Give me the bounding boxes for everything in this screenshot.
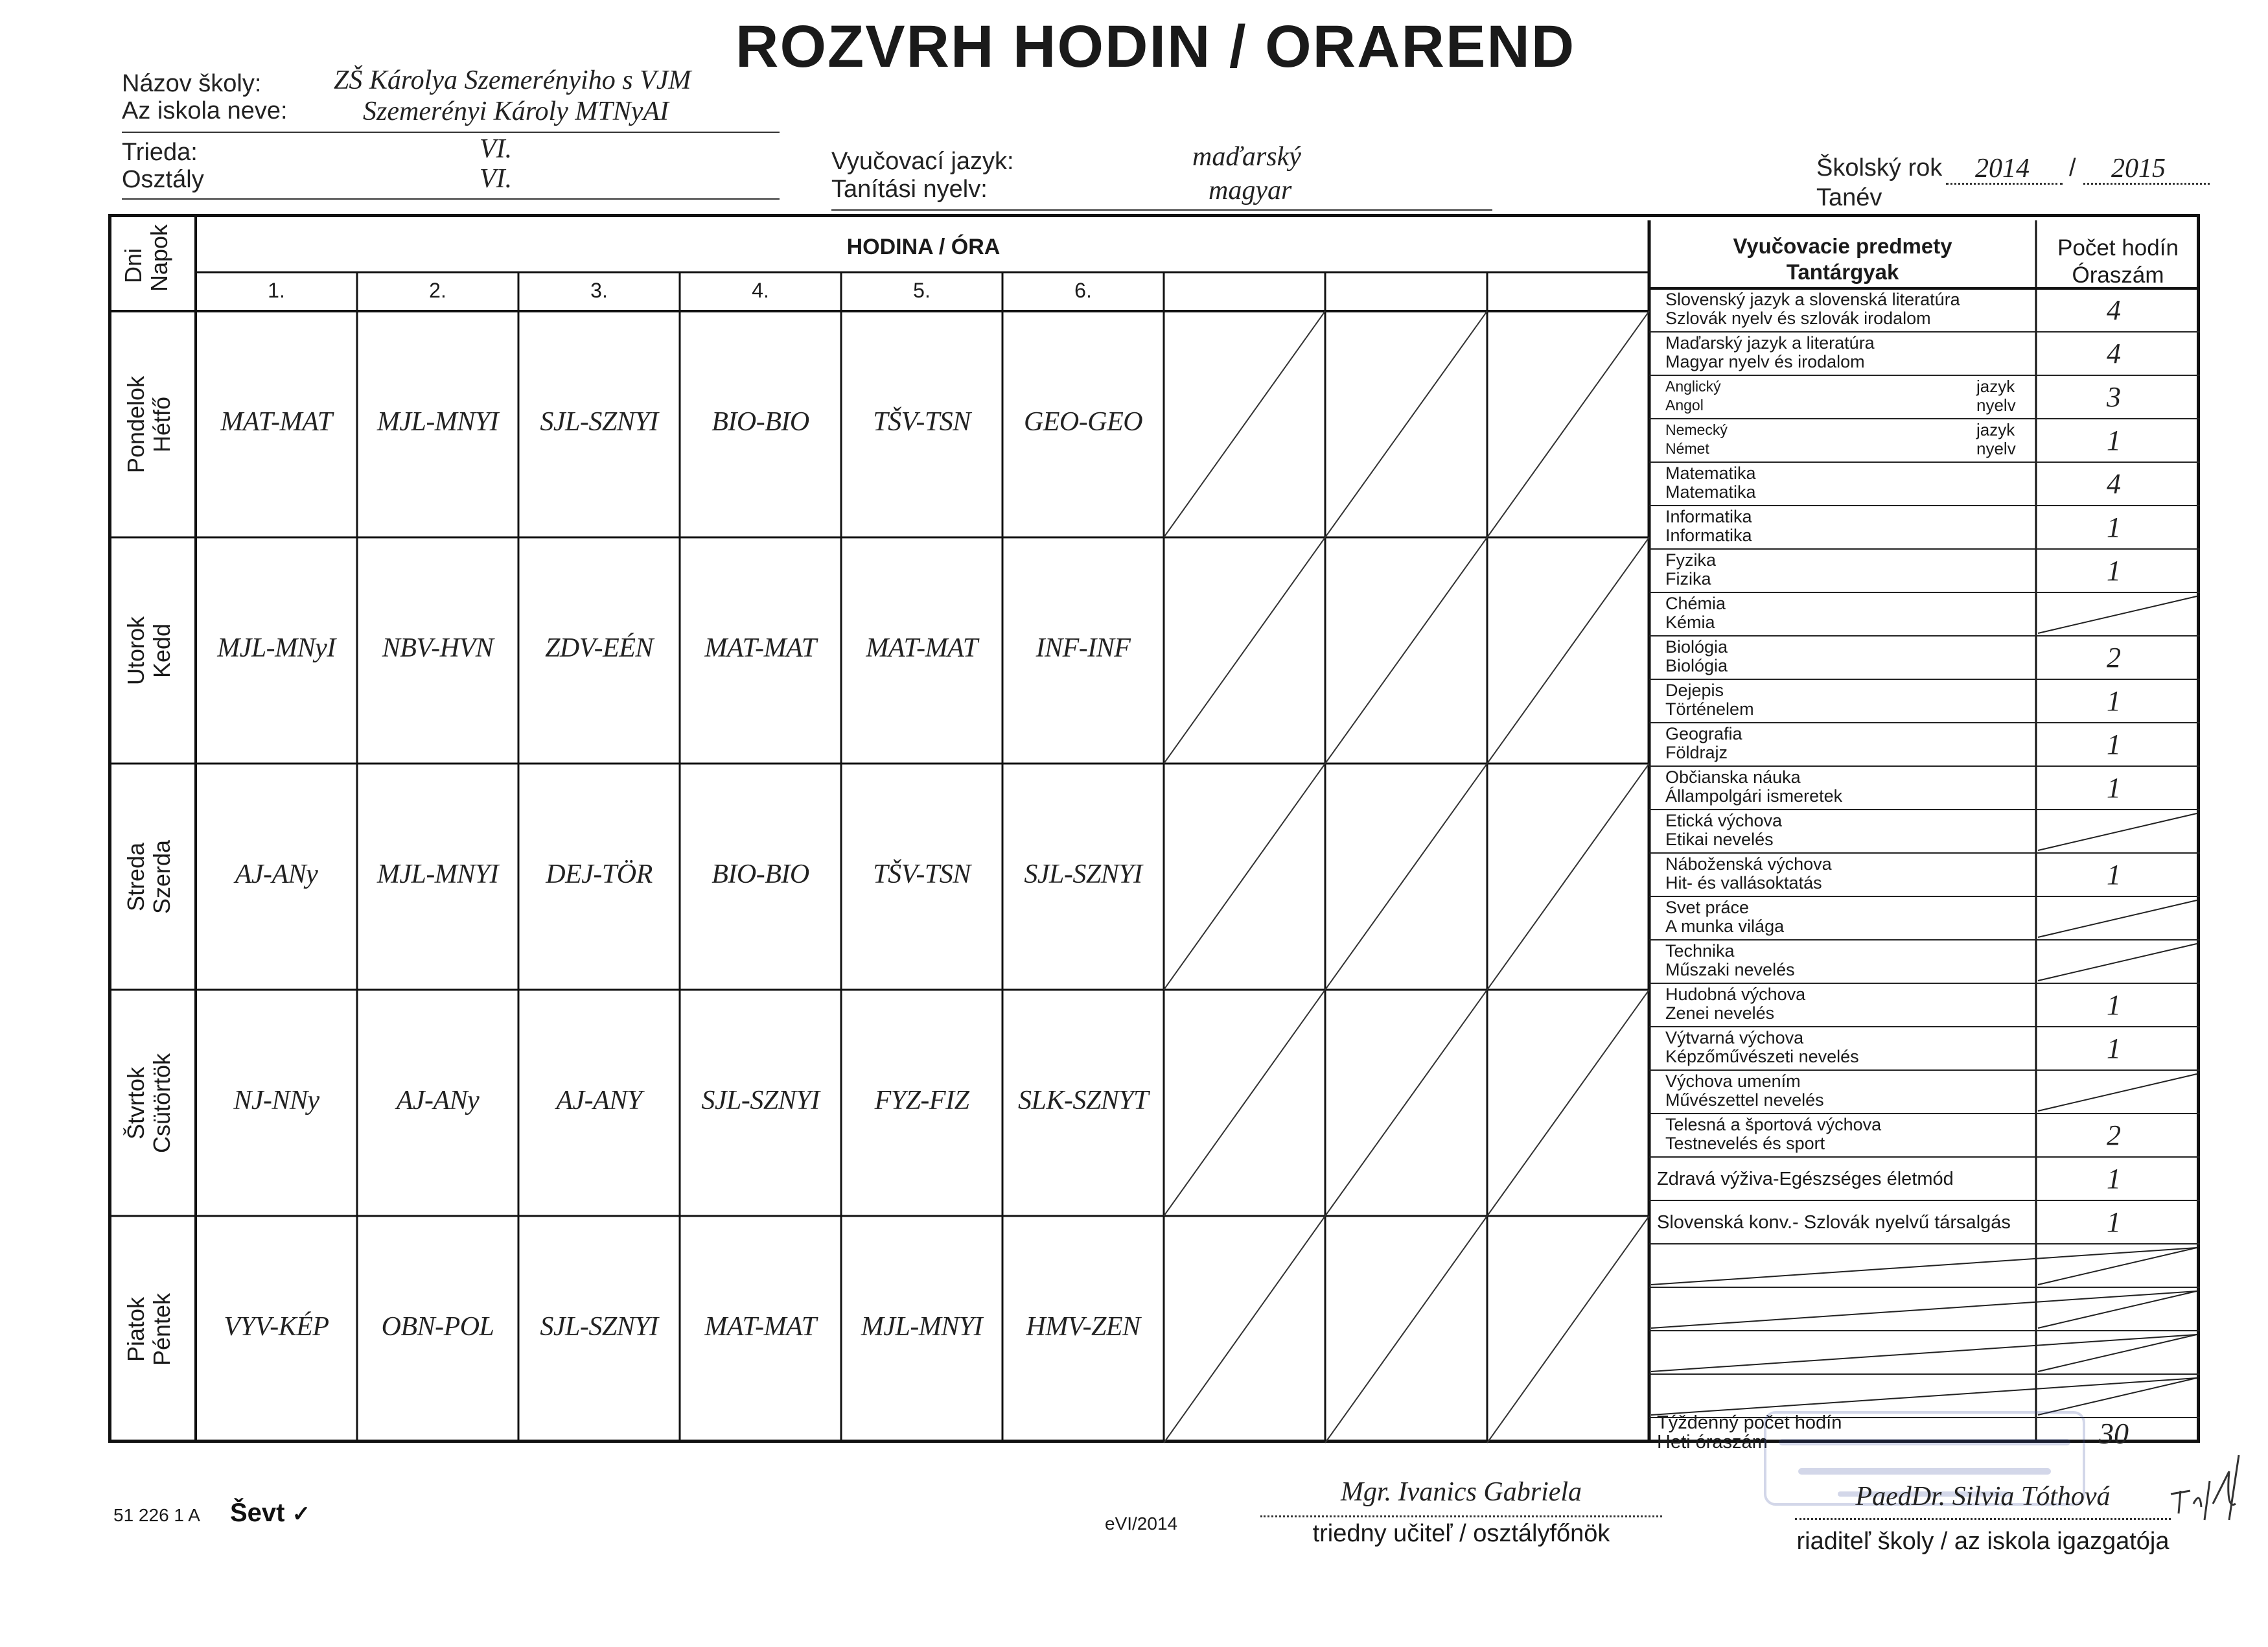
period-number: 4. — [752, 279, 769, 302]
empty-hours-strike — [2038, 944, 2197, 981]
subject-name-sk: Chémia — [1665, 594, 1726, 613]
lang-value-hu: magyar — [1209, 176, 1292, 205]
subject-name — [1665, 1116, 2028, 1153]
year-to: 2015 — [2111, 154, 2166, 183]
subjects-header-sk: Vyučovacie predmety — [1733, 234, 1952, 258]
subject-hours: 1 — [2107, 989, 2121, 1021]
subject-name-hu: Testnevelés és sport — [1665, 1134, 1825, 1153]
lesson-cell[interactable]: MJL-MNyI — [217, 633, 336, 663]
period-number: 3. — [590, 279, 608, 302]
lesson-cell[interactable]: AJ-ANy — [396, 1085, 480, 1116]
page-title: ROZVRH HODIN / ORAREND — [735, 14, 1576, 80]
lesson-cell[interactable]: GEO-GEO — [1023, 406, 1143, 437]
subject-lang-suffix — [1976, 421, 2016, 458]
lesson-cell[interactable]: TŠV-TSN — [873, 859, 971, 889]
lesson-cell[interactable]: TŠV-TSN — [873, 406, 971, 437]
publisher-leaf-icon: ✓ — [292, 1502, 311, 1526]
lesson-cell[interactable]: MAT-MAT — [704, 1311, 816, 1342]
subject-hours: 4 — [2107, 338, 2121, 369]
subject-name-hu: Hit- és vallásoktatás — [1665, 873, 1822, 893]
subject-name — [1665, 464, 2028, 502]
day-label-hu: Péntek — [148, 1292, 175, 1366]
school-value-sk: ZŠ Károlya Szemerényiho s VJM — [334, 65, 691, 95]
hours-header: HODINA / ÓRA — [846, 235, 1001, 259]
subject-hours: 1 — [2107, 772, 2121, 804]
lesson-cell[interactable]: MJL-MNYI — [376, 859, 499, 889]
subject-hours: 1 — [2107, 1033, 2121, 1064]
subject-name-sk: Slovenský jazyk a slovenská literatúra — [1665, 290, 1960, 309]
day-label-hu: Kedd — [148, 623, 175, 678]
subject-name-hu: A munka világa — [1665, 917, 1785, 936]
empty-hours-strike — [2038, 813, 2197, 850]
subject-lang-suffix-hu: nyelv — [1976, 439, 2016, 458]
publisher-logo — [230, 1499, 310, 1528]
subject-name — [1665, 1072, 2028, 1110]
school-label-sk: Názov školy: — [122, 70, 262, 97]
subject-name-sk: Technika — [1665, 941, 1735, 961]
subject-name-hu: Történelem — [1665, 699, 1754, 719]
year-from: 2014 — [1975, 154, 2030, 183]
subject-name-sk: Náboženská výchova — [1665, 854, 1832, 874]
subject-name-sk: Biológia — [1665, 637, 1728, 657]
subject-name — [1665, 725, 2028, 762]
publisher-name: Ševt — [230, 1499, 285, 1527]
subject-name-sk: Výtvarná výchova — [1665, 1028, 1804, 1047]
subject-name-sk: Telesná a športová výchova — [1665, 1115, 1882, 1134]
lesson-cell[interactable]: NBV-HVN — [382, 633, 494, 663]
period-number: 6. — [1074, 279, 1092, 302]
subject-name-hu: Matematika — [1665, 482, 1756, 502]
lesson-cell[interactable]: NJ-NNy — [233, 1085, 319, 1116]
subject-name-hu: Művészettel nevelés — [1665, 1090, 1824, 1110]
subject-name — [1665, 377, 2028, 415]
subject-name — [1665, 508, 2028, 545]
subject-name-sk: Svet práce — [1665, 898, 1750, 917]
subject-name — [1665, 638, 2028, 675]
day-label-hu: Hétfő — [148, 396, 175, 452]
subject-name-sk: Výchova umením — [1665, 1071, 1801, 1091]
lesson-cell[interactable]: MJL-MNYI — [861, 1311, 983, 1342]
subject-name: Slovenská konv.- Szlovák nyelvű társalgás — [1657, 1212, 2011, 1233]
period-number: 2. — [429, 279, 446, 302]
lesson-cell[interactable]: SJL-SZNYI — [540, 406, 658, 437]
lesson-cell[interactable]: DEJ-TÖR — [546, 859, 653, 889]
subject-lang-suffix-sk: jazyk — [1976, 377, 2015, 396]
subject-hours: 1 — [2107, 511, 2121, 543]
subject-name-sk: Dejepis — [1665, 681, 1724, 700]
lesson-cell[interactable]: MAT-MAT — [704, 633, 816, 663]
days-header-hu: Napok — [146, 224, 172, 292]
subject-name-sk: Občianska náuka — [1665, 767, 1801, 787]
director-role: riaditeľ školy / az iskola igazgatója — [1796, 1528, 2170, 1555]
days-header-sk: Dni — [120, 248, 146, 284]
day-label-sk: Štvrtok — [122, 1066, 149, 1139]
day-label — [123, 314, 181, 535]
lang-label-hu: Tanítási nyelv: — [831, 176, 988, 203]
day-label-sk: Streda — [122, 842, 149, 911]
subject-hours-header-sk: Počet hodín — [2057, 235, 2179, 261]
empty-hours-strike — [2038, 1074, 2197, 1111]
subject-name-hu: Szlovák nyelv és szlovák irodalom — [1665, 309, 1931, 328]
director-dots — [1795, 1518, 2171, 1520]
day-label — [123, 993, 181, 1213]
subject-name-sk: Nemecký — [1665, 421, 1728, 438]
subject-hours: 1 — [2107, 555, 2121, 587]
subject-name — [1665, 681, 2028, 719]
day-label — [123, 1219, 181, 1440]
subject-name — [1665, 855, 2028, 893]
subject-name-hu: Etikai nevelés — [1665, 830, 1774, 849]
subject-name — [1665, 768, 2028, 806]
school-value-hu: Szemerényi Károly MTNyAI — [363, 97, 669, 126]
subject-hours-header-hu: Óraszám — [2072, 263, 2164, 288]
subject-name-sk: Etická výchova — [1665, 811, 1783, 830]
year-separator: / — [2069, 154, 2076, 181]
year-label-sk: Školský rok — [1816, 154, 1943, 181]
lesson-cell[interactable]: VYV-KÉP — [224, 1311, 329, 1342]
lesson-cell[interactable]: SJL-SZNYI — [701, 1085, 820, 1116]
subject-name-hu: Műszaki nevelés — [1665, 960, 1795, 979]
subject-name-hu: Magyar nyelv és irodalom — [1665, 352, 1865, 371]
subject-name-hu: Állampolgári ismeretek — [1665, 786, 1843, 806]
lesson-cell[interactable]: FYZ-FIZ — [874, 1085, 969, 1116]
period-number: 5. — [913, 279, 931, 302]
subject-name — [1665, 812, 2028, 849]
subject-name-sk: Anglický — [1665, 378, 1721, 395]
empty-hours-strike — [2038, 900, 2197, 937]
subject-name — [1665, 334, 2028, 371]
subject-name-hu: Kémia — [1665, 613, 1715, 632]
year-label-hu: Tanév — [1816, 184, 1882, 211]
subject-hours: 1 — [2107, 425, 2121, 456]
subject-hours: 1 — [2107, 1206, 2121, 1238]
subject-name-hu: Fizika — [1665, 569, 1711, 589]
subject-name-hu: Biológia — [1665, 656, 1728, 675]
subject-hours: 1 — [2107, 1163, 2121, 1195]
lesson-cell[interactable]: HMV-ZEN — [1026, 1311, 1140, 1342]
subject-name-sk: Fyzika — [1665, 550, 1717, 570]
lesson-cell[interactable]: AJ-ANy — [235, 859, 318, 889]
lesson-cell[interactable]: OBN-POL — [381, 1311, 494, 1342]
subject-name: Zdravá výživa-Egészséges életmód — [1657, 1169, 1954, 1189]
empty-hours-strike — [2038, 596, 2197, 633]
subject-name — [1665, 1029, 2028, 1066]
director-signature — [2164, 1442, 2255, 1533]
subjects-header-hu: Tantárgyak — [1786, 260, 1899, 284]
lesson-cell[interactable]: ZDV-EÉN — [545, 633, 653, 663]
lang-value-sk: maďarský — [1192, 142, 1301, 172]
teacher-name: Mgr. Ivanics Gabriela — [1340, 1477, 1582, 1507]
subject-name — [1665, 421, 2028, 458]
class-value-sk: VI. — [480, 134, 513, 164]
subject-lang-suffix — [1976, 377, 2016, 415]
director-name: PaedDr. Silvia Tóthová — [1855, 1482, 2111, 1512]
day-label-sk: Utorok — [122, 616, 149, 685]
subject-hours: 4 — [2107, 468, 2121, 500]
subject-name-hu: Német — [1665, 440, 1709, 457]
lesson-cell[interactable]: MAT-MAT — [866, 633, 978, 663]
subject-name-sk: Geografia — [1665, 724, 1742, 743]
subject-lang-suffix-sk: jazyk — [1976, 420, 2015, 439]
unused-cell-diagonals — [1164, 311, 1649, 1443]
lesson-cell[interactable]: SJL-SZNYI — [540, 1311, 658, 1342]
subject-name-hu: Angol — [1665, 397, 1704, 414]
subject-hours: 1 — [2107, 859, 2121, 891]
subject-name — [1665, 290, 2028, 328]
lesson-cell[interactable]: INF-INF — [1036, 633, 1131, 663]
subject-hours: 1 — [2107, 685, 2121, 717]
subject-name — [1665, 594, 2028, 632]
subject-lang-suffix-hu: nyelv — [1976, 395, 2016, 415]
subject-hours: 1 — [2107, 729, 2121, 760]
subject-name — [1665, 942, 2028, 979]
subject-hours: 2 — [2107, 642, 2121, 673]
lesson-cell[interactable]: MAT-MAT — [220, 406, 332, 437]
subject-name — [1665, 898, 2028, 936]
day-label-hu: Szerda — [148, 839, 175, 914]
teacher-role: triedny učiteľ / osztályfőnök — [1312, 1520, 1610, 1547]
subject-name-sk: Hudobná výchova — [1665, 985, 1806, 1004]
day-label — [123, 541, 181, 761]
subject-name-sk: Matematika — [1665, 463, 1756, 483]
class-label-hu: Osztály — [122, 166, 204, 193]
subject-name-sk: Maďarský jazyk a literatúra — [1665, 333, 1875, 353]
subject-hours-header — [2036, 235, 2200, 289]
day-label-sk: Piatok — [122, 1296, 149, 1362]
class-value-hu: VI. — [480, 164, 513, 194]
subject-name-hu: Képzőművészeti nevelés — [1665, 1047, 1859, 1066]
subject-name-hu: Földrajz — [1665, 743, 1728, 762]
lang-label-sk: Vyučovací jazyk: — [831, 148, 1014, 175]
lesson-cell[interactable]: SLK-SZNYT — [1018, 1085, 1148, 1116]
subject-name-hu: Informatika — [1665, 526, 1752, 545]
period-number: 1. — [268, 279, 285, 302]
school-label-hu: Az iskola neve: — [122, 97, 288, 124]
total-label-sk: Týždenný počet hodín — [1657, 1412, 1842, 1433]
teacher-dots — [1260, 1515, 1662, 1517]
day-label-sk: Pondelok — [122, 375, 149, 473]
total-label-hu: Heti óraszám — [1657, 1432, 1768, 1453]
day-label-hu: Csütörtök — [148, 1053, 175, 1153]
lesson-cell[interactable]: MJL-MNYI — [376, 406, 499, 437]
subject-hours: 3 — [2107, 381, 2121, 413]
lesson-cell[interactable]: BIO-BIO — [712, 406, 809, 437]
lesson-cell[interactable]: BIO-BIO — [712, 859, 809, 889]
total-hours: 30 — [2099, 1417, 2129, 1450]
lesson-cell[interactable]: SJL-SZNYI — [1024, 859, 1142, 889]
subject-hours: 4 — [2107, 294, 2121, 326]
subject-name — [1665, 985, 2028, 1023]
subjects-header — [1649, 233, 2036, 285]
subject-name-sk: Informatika — [1665, 507, 1752, 526]
form-code: 51 226 1 A — [113, 1505, 200, 1525]
subject-name — [1665, 551, 2028, 589]
edition: eVI/2014 — [1105, 1513, 1178, 1534]
lesson-cell[interactable]: AJ-ANY — [556, 1085, 642, 1116]
days-header — [120, 224, 185, 292]
subject-name-hu: Zenei nevelés — [1665, 1003, 1775, 1023]
subject-hours: 2 — [2107, 1119, 2121, 1151]
day-label — [123, 767, 181, 987]
class-label-sk: Trieda: — [122, 139, 198, 166]
